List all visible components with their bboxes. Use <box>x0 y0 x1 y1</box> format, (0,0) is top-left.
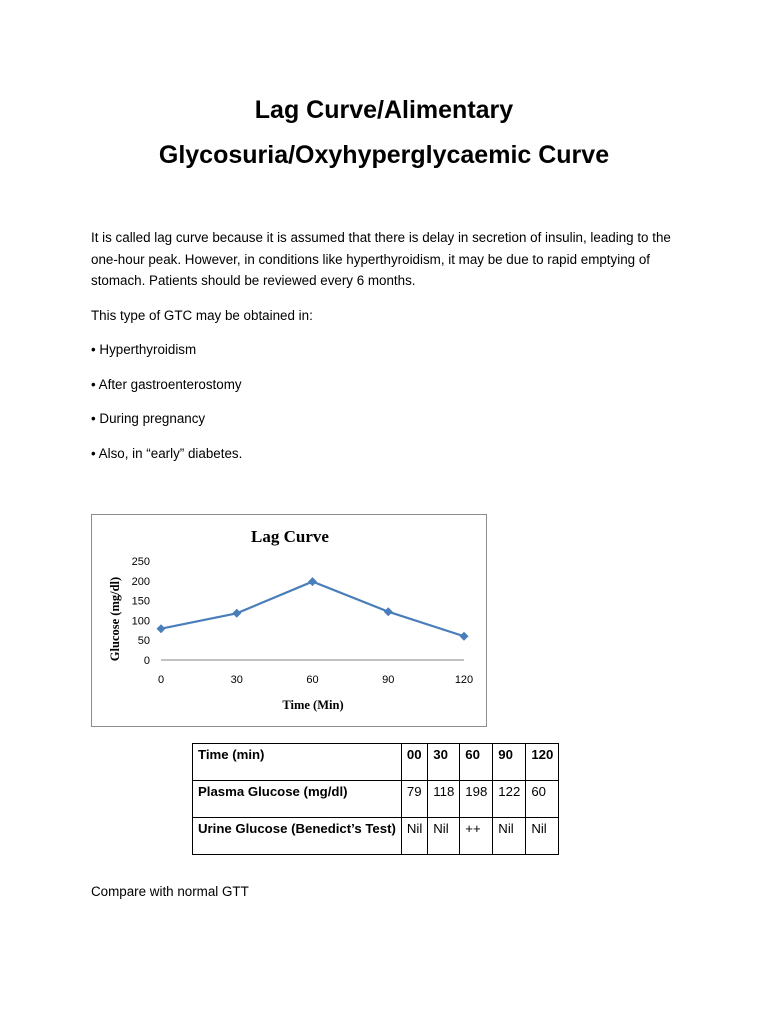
value-cell: Nil <box>401 818 427 855</box>
value-cell: 118 <box>428 781 460 818</box>
y-tick-label: 150 <box>131 595 150 608</box>
data-markers <box>157 577 469 641</box>
data-point <box>384 607 393 616</box>
data-point <box>232 609 241 618</box>
value-cell: 120 <box>526 744 559 781</box>
row-label-cell: Time (min) <box>193 744 402 781</box>
value-cell: Nil <box>526 818 559 855</box>
value-cell: 30 <box>428 744 460 781</box>
bullet-item: • After gastroenterostomy <box>91 377 242 392</box>
chart-canvas <box>92 515 488 728</box>
bullet-item: • During pregnancy <box>91 411 206 426</box>
value-cell: ++ <box>460 818 493 855</box>
row-label-cell: Urine Glucose (Benedict’s Test) <box>193 818 402 855</box>
lead-paragraph: This type of GTC may be obtained in: <box>91 308 313 323</box>
table-header-row <box>193 744 559 781</box>
chart-title: Lag Curve <box>251 527 329 546</box>
row-label-cell: Plasma Glucose (mg/dl) <box>193 781 402 818</box>
y-tick-label: 200 <box>131 575 150 588</box>
y-tick-label: 100 <box>131 615 150 628</box>
y-tick-label: 50 <box>137 635 150 648</box>
x-tick-label: 0 <box>157 674 165 686</box>
value-cell: 122 <box>493 781 526 818</box>
value-cell: 90 <box>493 744 526 781</box>
value-cell: 198 <box>460 781 493 818</box>
page-title-line-1: Lag Curve/Alimentary <box>254 96 514 124</box>
table-row <box>193 818 559 855</box>
data-point <box>460 632 469 641</box>
y-axis-label: Glucose (mg/dl) <box>108 576 122 662</box>
gtt-table <box>192 743 559 855</box>
footer-note: Compare with normal GTT <box>91 884 249 899</box>
y-tick-label: 250 <box>131 556 150 568</box>
x-tick-label: 60 <box>306 674 319 686</box>
x-tick-labels <box>158 674 473 686</box>
value-cell: 60 <box>526 781 559 818</box>
intro-paragraph: It is called lag curve because it is assumed that there is delay in secretion of insulin, leading to the one-hour peak. However, in conditions like hyperthyroidism, it may be due to rapid emptying of stomach. Patients should be reviewed every 6 months. <box>91 230 671 288</box>
value-cell: Nil <box>428 818 460 855</box>
table-row <box>193 781 559 818</box>
bullet-item: • Hyperthyroidism <box>91 342 197 357</box>
series-line <box>161 582 464 637</box>
x-tick-label: 90 <box>382 674 395 686</box>
value-cell: 00 <box>401 744 427 781</box>
value-cell: 60 <box>460 744 493 781</box>
x-tick-label: 30 <box>230 674 243 686</box>
bullet-item: • Also, in “early” diabetes. <box>91 446 243 461</box>
y-tick-labels <box>132 556 150 667</box>
data-point <box>308 577 317 586</box>
x-tick-label: 120 <box>454 674 474 686</box>
value-cell: 79 <box>401 781 427 818</box>
x-axis-label: Time (Min) <box>282 698 344 712</box>
data-point <box>157 624 166 633</box>
lag-curve-chart <box>91 514 487 727</box>
page-title-line-2: Glycosuria/Oxyhyperglycaemic Curve <box>158 141 610 169</box>
y-tick-label: 0 <box>143 655 150 667</box>
value-cell: Nil <box>493 818 526 855</box>
